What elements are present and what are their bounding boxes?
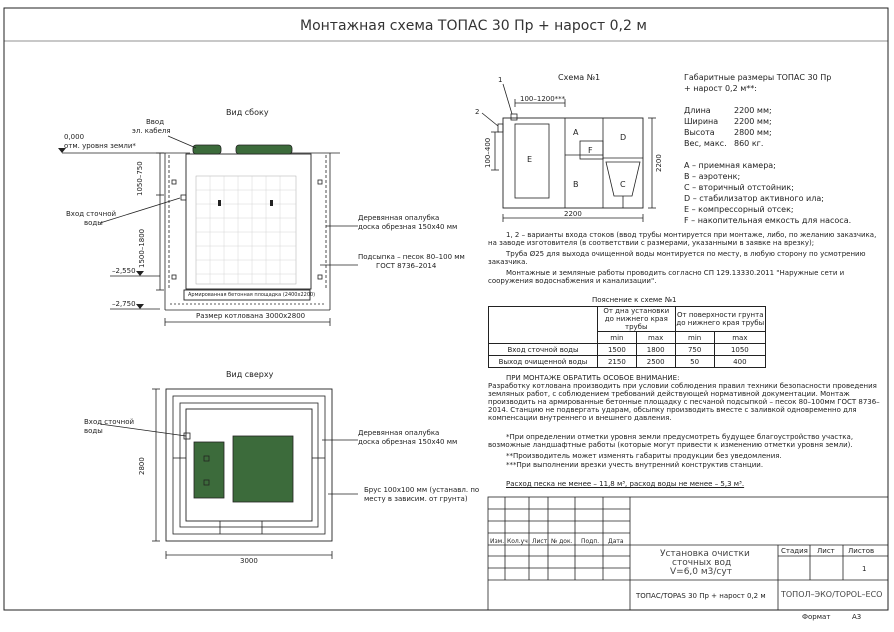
- sheet-label: Лист: [817, 547, 835, 555]
- table-cell: 2150: [598, 356, 637, 368]
- title-block-header: № док.: [551, 538, 573, 545]
- zone-b: B: [573, 180, 579, 189]
- legend-item: C – вторичный отстойник;: [684, 183, 794, 192]
- dim-1500-1800: 1500–1800: [138, 228, 146, 268]
- table-cell: 50: [675, 356, 714, 368]
- table-header: max: [636, 332, 675, 344]
- table-row: [489, 356, 766, 368]
- dim-row-value: 2200 мм;: [734, 106, 772, 115]
- note-3: Монтажные и земляные работы проводить согласно СП 129.13330.2011 "Наружные сети и сооружения водоснабжения и канализации".: [488, 269, 845, 285]
- table-cell: 400: [714, 356, 765, 368]
- legend-item: A – приемная камера;: [684, 161, 776, 170]
- side-inlet-label-1: Вход сточной: [66, 210, 117, 218]
- dim-row-name: Вес, макс.: [684, 139, 727, 148]
- beam-label-1: Брус 100х100 мм (устанавл. по: [364, 486, 480, 494]
- explanation-table: [488, 306, 766, 368]
- project-name-2: сточных вод: [672, 558, 732, 568]
- company-label: ТОПОЛ–ЭКО/TOPOL–ECO: [781, 590, 883, 599]
- top-formwork-label-1: Деревянная опалубка: [358, 429, 440, 437]
- table-cell: 1800: [636, 344, 675, 356]
- title-block-header: Лист: [532, 538, 548, 545]
- format-size: А3: [852, 613, 862, 621]
- legend-item: B – аэротенк;: [684, 172, 741, 181]
- project-name-1: Установка очистки: [660, 549, 750, 559]
- top-dim-3000: 3000: [240, 557, 258, 565]
- scheme-label-1: 1: [498, 76, 503, 84]
- dim-row-value: 860 кг.: [734, 139, 764, 148]
- side-formwork-label-2: доска обрезная 150х40 мм: [358, 223, 458, 231]
- title-block-header: Дата: [608, 538, 624, 545]
- dim-row-name: Длина: [684, 106, 711, 115]
- zone-d: D: [620, 133, 627, 142]
- dimensions-heading-1: Габаритные размеры ТОПАС 30 Пр: [684, 73, 832, 82]
- ground-level-label: отм. уровня земли*: [64, 142, 136, 150]
- dimensions-heading-2: + нарост 0,2 м**:: [684, 84, 757, 93]
- pit-size-label: Размер котлована 3000х2800: [196, 312, 306, 320]
- ground-level-value: 0,000: [64, 133, 85, 141]
- top-formwork-label-2: доска обрезная 150х40 мм: [358, 438, 458, 446]
- table-cell: Выход очищенной воды: [489, 356, 598, 368]
- scheme-heading: Схема №1: [558, 73, 601, 82]
- top-dim-2800: 2800: [138, 457, 146, 475]
- scheme-dim-100-1200: 100–1200***: [520, 95, 566, 103]
- scheme-dim-2200-side: 2200: [655, 154, 663, 172]
- table-cell: 2500: [636, 356, 675, 368]
- top-inlet-label-2: воды: [84, 427, 103, 435]
- table-header: От дна установки до нижнего края трубы: [598, 307, 676, 332]
- title-block-header: Изм.: [490, 538, 505, 545]
- scheme-dim-2200-bottom: 2200: [564, 210, 582, 218]
- scheme-label-2: 2: [475, 108, 480, 116]
- zone-a: A: [573, 128, 579, 137]
- zone-e: E: [527, 155, 533, 164]
- mark-2750: –2,750: [112, 300, 136, 308]
- legend-item: E – компрессорный отсек;: [684, 205, 794, 214]
- table-cell: 1050: [714, 344, 765, 356]
- footnote-2: **Производитель может изменять габариты продукции без уведомления.: [506, 452, 782, 460]
- page-title: Монтажная схема ТОПАС 30 Пр + нарост 0,2 м: [300, 18, 647, 34]
- legend-item: D – стабилизатор активного ила;: [684, 194, 824, 203]
- side-view-heading: Вид сбоку: [226, 108, 269, 117]
- title-block-header: Кол.уч: [507, 538, 528, 545]
- table-header: max: [714, 332, 765, 344]
- sheets-label: Листов: [848, 547, 875, 555]
- consumption-note: Расход песка не менее – 11,8 м³, расход воды не менее – 5,3 м³.: [506, 480, 745, 488]
- scheme-1-drawing: [482, 84, 656, 222]
- legend-item: F – накопительная емкость для насоса.: [684, 216, 852, 225]
- dim-row-name: Высота: [684, 128, 715, 137]
- table-cell: Вход сточной воды: [489, 344, 598, 356]
- footnote-1: *При определении отметки уровня земли предусмотреть будущее благоустройство участка, возможные ландшафтные работы (которые могут привести к изменению отметки уровня земли).: [488, 433, 854, 449]
- table-cell: 750: [675, 344, 714, 356]
- table-cell: 1500: [598, 344, 637, 356]
- table-header: min: [675, 332, 714, 344]
- explanation-table-title: Пояснение к схеме №1: [592, 296, 677, 304]
- attention-text: Разработку котлована производить при условии соблюдения правил техники безопасности проведения земляных работ, с соблюдением требований действующей нормативной документации. Монтаж производить на армированные бетонные площадку с песчаной подсыпкой – песок 80–100мм ГОСТ 8736–2014. Станцию не подвергать ударам, обсыпку производить вместе с заливкой одновременно для компенсации внутреннего и внешнего давления.: [488, 382, 880, 422]
- beam-label-2: месту в зависим. от грунта): [364, 495, 468, 503]
- sand-bed-label-1: Подсыпка – песок 80–100 мм: [358, 253, 465, 261]
- sand-bed-label-2: ГОСТ 8736–2014: [376, 262, 437, 270]
- slab-label: Армированная бетонная площадка (2400х2200): [188, 292, 316, 298]
- dim-1050-750: 1050–750: [136, 161, 144, 196]
- table-header: От поверхности грунта до нижнего края трубы: [675, 307, 765, 332]
- cable-entry-label-1: Ввод: [146, 118, 165, 126]
- mark-2550: –2,550: [112, 267, 136, 275]
- title-block-header: Подп.: [581, 538, 600, 545]
- scheme-dim-100-400: 100–400: [484, 137, 492, 168]
- table-row: [489, 344, 766, 356]
- side-inlet-label-2: воды: [84, 219, 103, 227]
- dim-row-value: 2800 мм;: [734, 128, 772, 137]
- format-label: Формат: [802, 613, 831, 621]
- top-view-heading: Вид сверху: [226, 370, 274, 379]
- zone-f: F: [588, 146, 593, 155]
- top-inlet-label-1: Вход сточной: [84, 418, 135, 426]
- note-1: 1, 2 – варианты входа стоков (ввод трубы монтируется при монтаже, либо, по желанию заказчика, на заводе изготовителя (в соответствии с размерами, указанными в заявке на врезку);: [488, 231, 877, 247]
- attention-heading: ПРИ МОНТАЖЕ ОБРАТИТЬ ОСОБОЕ ВНИМАНИЕ:: [506, 374, 680, 382]
- project-name-3: V=6,0 м3/сут: [670, 567, 732, 577]
- side-formwork-label-1: Деревянная опалубка: [358, 214, 440, 222]
- sheets-value: 1: [862, 565, 867, 573]
- stage-label: Стадия: [781, 547, 808, 555]
- cable-entry-label-2: эл. кабеля: [132, 127, 171, 135]
- footnote-3: ***При выполнении врезки учесть внутренний конструктив станции.: [506, 461, 764, 469]
- product-label: ТОПАС/TOPAS 30 Пр + нарост 0,2 м: [636, 592, 766, 600]
- dim-row-value: 2200 мм;: [734, 117, 772, 126]
- note-2: Труба Ø25 для выхода очищенной воды монтируется по месту, в любую сторону по усмотрению заказчика.: [488, 250, 866, 266]
- dim-row-name: Ширина: [684, 117, 719, 126]
- table-header: min: [598, 332, 637, 344]
- zone-c: C: [620, 180, 626, 189]
